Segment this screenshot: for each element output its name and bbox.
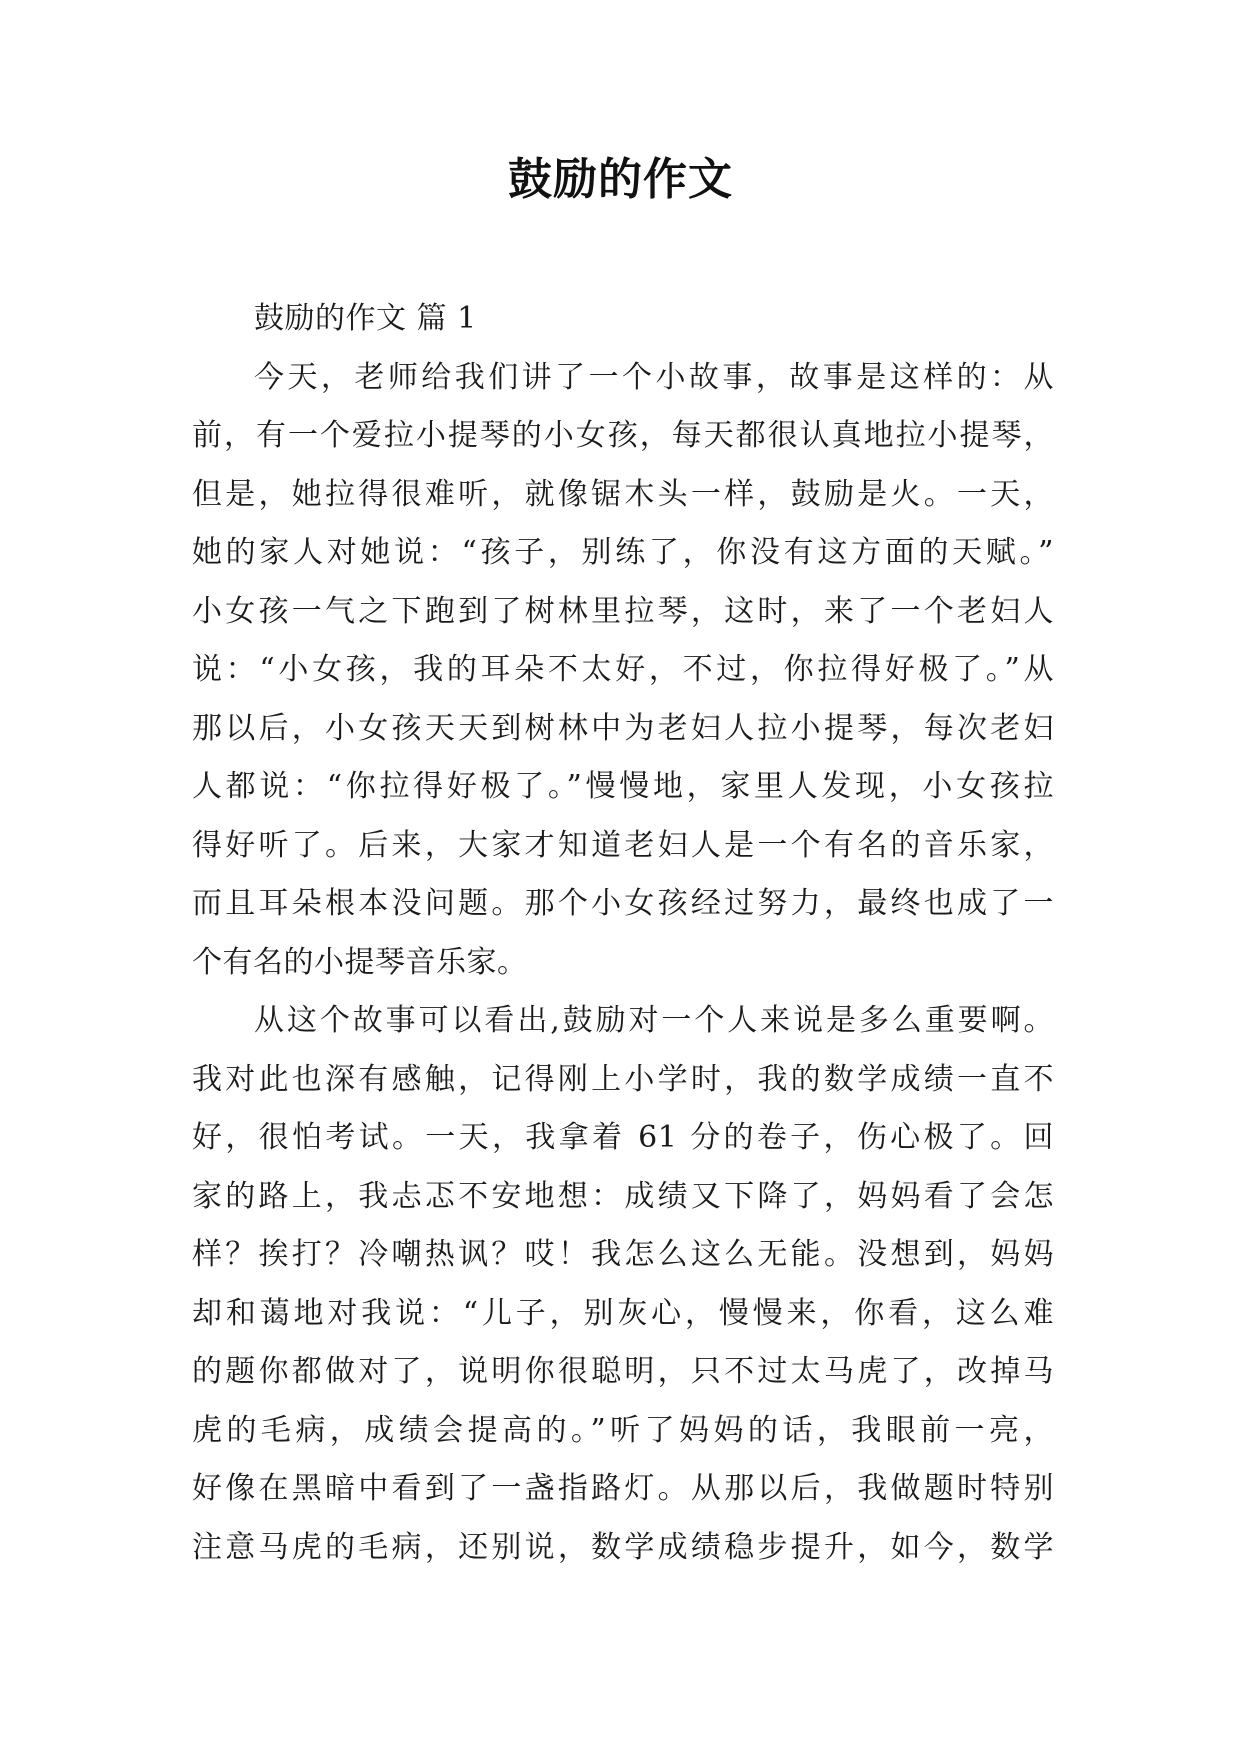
- paragraph-line: 却和蔼地对我说：“儿子，别灰心，慢慢来，你看，这么难: [192, 1295, 1054, 1331]
- document-title: 鼓励的作文: [508, 154, 733, 205]
- section-heading: 鼓励的作文 篇 1: [254, 301, 477, 336]
- paragraph-line: 的题你都做对了，说明你很聪明，只不过太马虎了，改掉马: [192, 1354, 1054, 1389]
- paragraph-line: 注意马虎的毛病，还别说，数学成绩稳步提升，如今，数学: [192, 1529, 1054, 1565]
- paragraph-line: 样？挨打？冷嘲热讽？哎！我怎么这么无能。没想到，妈妈: [192, 1237, 1054, 1272]
- paragraph-line: 说：“小女孩，我的耳朵不太好，不过，你拉得好极了。”从: [192, 652, 1054, 687]
- paragraph-line: 好，很怕考试。一天，我拿着 61 分的卷子，伤心极了。回: [192, 1120, 1054, 1155]
- paragraph-line: 那以后，小女孩天天到树林中为老妇人拉小提琴，每次老妇: [192, 710, 1054, 746]
- paragraph-line: 好像在黑暗中看到了一盏指路灯。从那以后，我做题时特别: [192, 1471, 1054, 1506]
- paragraph-line: 家的路上，我忐忑不安地想：成绩又下降了，妈妈看了会怎: [192, 1178, 1054, 1214]
- paragraph-line: 从这个故事可以看出,鼓励对一个人来说是多么重要啊。: [254, 1003, 1054, 1038]
- paragraph-line: 前，有一个爱拉小提琴的小女孩，每天都很认真地拉小提琴，: [192, 418, 1054, 453]
- paragraph-line: 得好听了。后来，大家才知道老妇人是一个有名的音乐家，: [192, 827, 1054, 863]
- paragraph-line: 而且耳朵根本没问题。那个小女孩经过努力，最终也成了一: [192, 886, 1054, 921]
- paragraph-line: 她的家人对她说：“孩子，别练了，你没有这方面的天赋。”: [192, 535, 1054, 570]
- paragraph-line: 虎的毛病，成绩会提高的。”听了妈妈的话，我眼前一亮，: [192, 1412, 1054, 1448]
- paragraph-line: 小女孩一气之下跑到了树林里拉琴，这时，来了一个老妇人: [192, 593, 1054, 629]
- paragraph-line: 但是，她拉得很难听，就像锯木头一样，鼓励是火。一天，: [192, 476, 1054, 512]
- paragraph-line: 我对此也深有感触，记得刚上小学时，我的数学成绩一直不: [192, 1061, 1054, 1097]
- paragraph-line: 今天，老师给我们讲了一个小故事，故事是这样的：从: [254, 359, 1054, 395]
- document-body: [192, 290, 1054, 1577]
- paragraph-line: 个有名的小提琴音乐家。: [192, 944, 528, 980]
- paragraph-line: 人都说：“你拉得好极了。”慢慢地，家里人发现，小女孩拉: [192, 769, 1054, 804]
